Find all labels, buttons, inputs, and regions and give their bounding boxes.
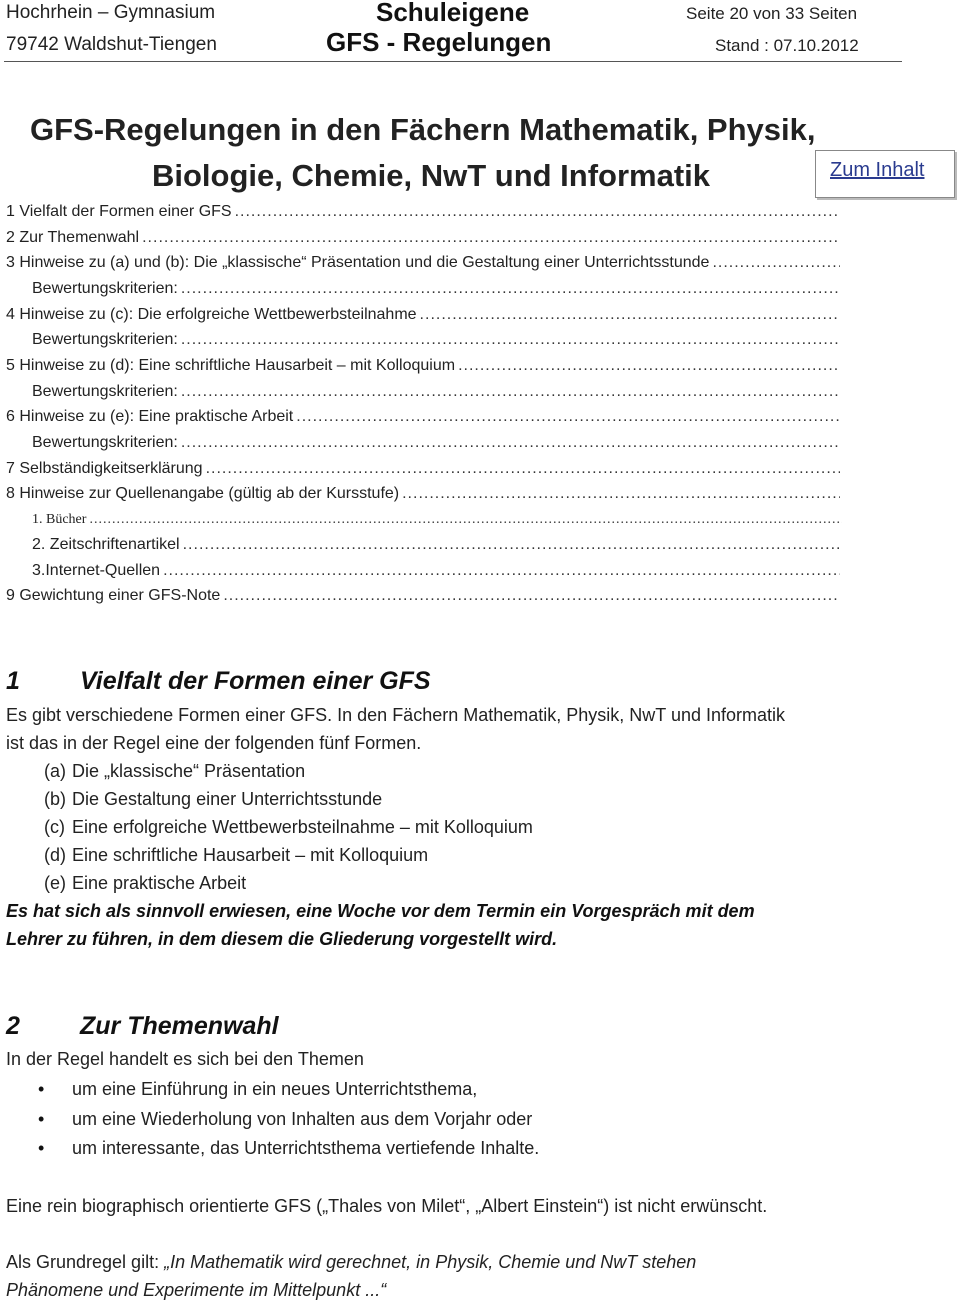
section-1-number: 1 xyxy=(6,667,20,695)
toc-entry-8-journals[interactable]: 2. Zeitschriftenartikel ..... xyxy=(32,536,840,562)
doc-title-line2: Biologie, Chemie, NwT und Informatik xyxy=(152,158,711,193)
rule-quote-part1: „In Mathematik wird gerechnet, in Physik, Chemie und NwT stehen xyxy=(164,1252,697,1272)
section-1-note-line2: Lehrer zu führen, in dem diesem die Gliederung vorgestellt wird. xyxy=(6,929,558,949)
section-2-rule-line2: Phänomene und Experimente im Mittelpunkt ...“ xyxy=(6,1280,387,1300)
toc-entry-4-criteria[interactable]: Bewertungskriterien: ..... xyxy=(32,331,840,357)
section-2-title: Zur Themenwahl xyxy=(80,1012,279,1040)
list-item: um interessante, das Unterrichtsthema vertiefende Inhalte. xyxy=(72,1138,540,1158)
school-address: 79742 Waldshut-Tiengen xyxy=(6,34,217,55)
toc-entry-8-internet[interactable]: 3.Internet-Quellen ..... xyxy=(32,562,840,588)
toc-entry-4[interactable]: 4 Hinweise zu (c): Die erfolgreiche Wettbewerbsteilnahme ..... xyxy=(6,306,840,332)
toc-entry-5[interactable]: 5 Hinweise zu (d): Eine schriftliche Hausarbeit – mit Kolloquium ..... xyxy=(6,357,840,383)
header-title-line2: GFS - Regelungen xyxy=(326,27,552,57)
section-1-title: Vielfalt der Formen einer GFS xyxy=(80,667,431,695)
toc-entry-2[interactable]: 2 Zur Themenwahl ..... xyxy=(6,229,840,255)
section-2-biographic-note: Eine rein biographisch orientierte GFS („Thales von Milet“, „Albert Einstein“) ist nicht erwünscht. xyxy=(6,1196,768,1216)
toc-entry-1[interactable]: 1 Vielfalt der Formen einer GFS ..... xyxy=(6,203,840,229)
list-item: (e) Eine praktische Arbeit xyxy=(44,873,247,893)
section-2-heading xyxy=(6,1012,279,1041)
section-1-intro-line1: Es gibt verschiedene Formen einer GFS. In den Fächern Mathematik, Physik, NwT und Informatik xyxy=(6,705,786,725)
list-item: (b) Die Gestaltung einer Unterrichtsstunde xyxy=(44,789,383,809)
toc-entry-3-criteria[interactable]: Bewertungskriterien: ..... xyxy=(32,280,840,306)
bullet-icon: • xyxy=(38,1109,45,1129)
toc-entry-6-criteria[interactable]: Bewertungskriterien: ..... xyxy=(32,434,840,460)
toc-entry-7[interactable]: 7 Selbständigkeitserklärung ..... xyxy=(6,460,840,486)
toc-entry-8-books[interactable]: 1. Bücher ..... xyxy=(32,512,842,538)
rule-prefix: Als Grundregel gilt: xyxy=(6,1252,165,1272)
section-2-number: 2 xyxy=(6,1012,20,1040)
zum-inhalt-box xyxy=(815,150,955,198)
section-2-intro: In der Regel handelt es sich bei den Themen xyxy=(6,1049,364,1069)
list-item: (a) Die „klassische“ Präsentation xyxy=(44,761,306,781)
toc-entry-5-criteria[interactable]: Bewertungskriterien: ..... xyxy=(32,383,840,409)
toc-entry-9[interactable]: 9 Gewichtung einer GFS-Note ..... xyxy=(6,587,840,613)
toc-entry-6[interactable]: 6 Hinweise zu (e): Eine praktische Arbeit ..... xyxy=(6,408,840,434)
zum-inhalt-link[interactable]: Zum Inhalt xyxy=(830,159,925,181)
list-item: um eine Einführung in ein neues Unterrichtsthema, xyxy=(72,1079,478,1099)
section-2-rule-line1 xyxy=(6,1252,696,1273)
list-item: um eine Wiederholung von Inhalten aus dem Vorjahr oder xyxy=(72,1109,533,1129)
header-title-line1: Schuleigene xyxy=(376,0,530,27)
toc-entry-8[interactable]: 8 Hinweise zur Quellenangabe (gültig ab der Kursstufe) ..... xyxy=(6,485,840,511)
date-info: Stand : 07.10.2012 xyxy=(715,36,859,55)
page-info: Seite 20 von 33 Seiten xyxy=(686,4,858,23)
doc-title-line1: GFS-Regelungen in den Fächern Mathematik, Physik, xyxy=(30,112,816,147)
bullet-icon: • xyxy=(38,1138,45,1158)
section-1-note-line1: Es hat sich als sinnvoll erwiesen, eine Woche vor dem Termin ein Vorgespräch mit dem xyxy=(6,901,755,921)
header-divider xyxy=(4,61,902,62)
list-item: (d) Eine schriftliche Hausarbeit – mit Kolloquium xyxy=(44,845,429,865)
list-item: (c) Eine erfolgreiche Wettbewerbsteilnahme – mit Kolloquium xyxy=(44,817,533,837)
bullet-icon: • xyxy=(38,1079,45,1099)
school-name: Hochrhein – Gymnasium xyxy=(6,2,216,23)
section-1-intro-line2: ist das in der Regel eine der folgenden fünf Formen. xyxy=(6,733,422,753)
section-1-heading xyxy=(6,667,431,696)
toc-entry-3[interactable]: 3 Hinweise zu (a) und (b): Die „klassische“ Präsentation und die Gestaltung einer Unterrichtsstunde ..... xyxy=(6,254,840,280)
